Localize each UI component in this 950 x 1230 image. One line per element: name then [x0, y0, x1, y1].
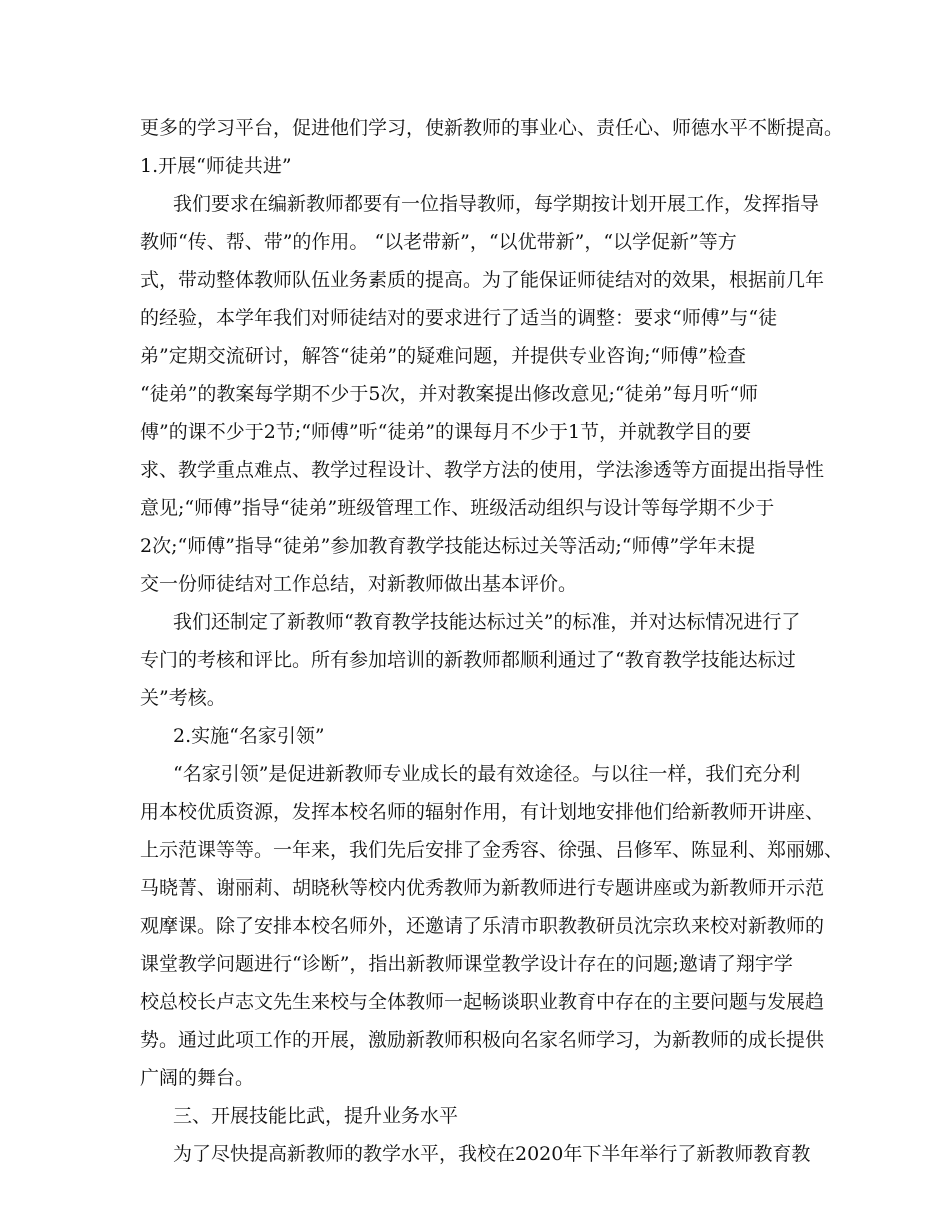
- text-line: 用本校优质资源，发挥本校名师的辐射作用，有计划地安排他们给新教师开讲座、: [140, 801, 825, 823]
- text-line: 校总校长卢志文先生来校与全体教师一起畅谈职业教育中存在的主要问题与发展趋: [140, 991, 825, 1013]
- text-line: 的经验，本学年我们对师徒结对的要求进行了适当的调整：要求“师傅”与“徒: [140, 307, 778, 329]
- text-line: “徒弟”的教案每学期不少于5次，并对教案提出修改意见;“徒弟”每月听“师: [140, 383, 759, 405]
- text-line: 求、教学重点难点、教学过程设计、教学方法的使用，学法渗透等方面提出指导性: [140, 459, 825, 481]
- text-line: “名家引领”是促进新教师专业成长的最有效途径。与以往一样，我们充分利: [173, 763, 801, 785]
- text-line: 更多的学习平台，促进他们学习，使新教师的事业心、责任心、师德水平不断提高。: [140, 117, 844, 139]
- section-heading: 2.实施“名家引领”: [173, 725, 325, 747]
- text-line: 意见;“师傅”指导“徒弟”班级管理工作、班级活动组织与设计等每学期不少于: [140, 497, 775, 519]
- text-line: 观摩课。除了安排本校名师外，还邀请了乐清市职教教研员沈宗玖来校对新教师的: [140, 915, 825, 937]
- text-line: 广阔的舞台。: [140, 1067, 255, 1089]
- text-line: 弟”定期交流研讨，解答“徒弟”的疑难问题，并提供专业咨询;“师傅”检查: [140, 345, 746, 367]
- text-line: 马晓菁、谢丽莉、胡晓秋等校内优秀教师为新教师进行专题讲座或为新教师开示范: [140, 877, 825, 899]
- text-line: 势。通过此项工作的开展，激励新教师积极向名家名师学习，为新教师的成长提供: [140, 1029, 825, 1051]
- text-line: 专门的考核和评比。所有参加培训的新教师都顺利通过了“教育教学技能达标过: [140, 649, 796, 671]
- text-line: 上示范课等等。一年来，我们先后安排了金秀容、徐强、吕修军、陈显利、郑丽娜、: [140, 839, 844, 861]
- text-line: 关”考核。: [140, 687, 226, 709]
- text-line: 为了尽快提高新教师的教学水平，我校在2020年下半年举行了新教师教育教: [173, 1143, 811, 1165]
- text-line: 课堂教学问题进行“诊断”，指出新教师课堂教学设计存在的问题;邀请了翔宇学: [140, 953, 793, 975]
- section-heading: 三、开展技能比武，提升业务水平: [173, 1105, 459, 1127]
- text-line: 交一份师徒结对工作总结，对新教师做出基本评价。: [140, 573, 578, 595]
- text-line: 式，带动整体教师队伍业务素质的提高。为了能保证师徒结对的效果，根据前几年: [140, 269, 825, 291]
- text-line: 2次;“师傅”指导“徒弟”参加教育教学技能达标过关等活动;“师傅”学年末提: [140, 535, 756, 557]
- text-line: 我们还制定了新教师“教育教学技能达标过关”的标准，并对达标情况进行了: [173, 611, 801, 633]
- text-line: 傅”的课不少于2节;“师傅”听“徒弟”的课每月不少于1节，并就教学目的要: [140, 421, 752, 443]
- text-line: 教师“传、帮、带”的作用。 “以老带新”，“以优带新”，“以学促新”等方: [140, 231, 737, 253]
- text-line: 我们要求在编新教师都要有一位指导教师，每学期按计划开展工作，发挥指导: [173, 193, 820, 215]
- section-heading: 1.开展“师徒共进”: [140, 155, 292, 177]
